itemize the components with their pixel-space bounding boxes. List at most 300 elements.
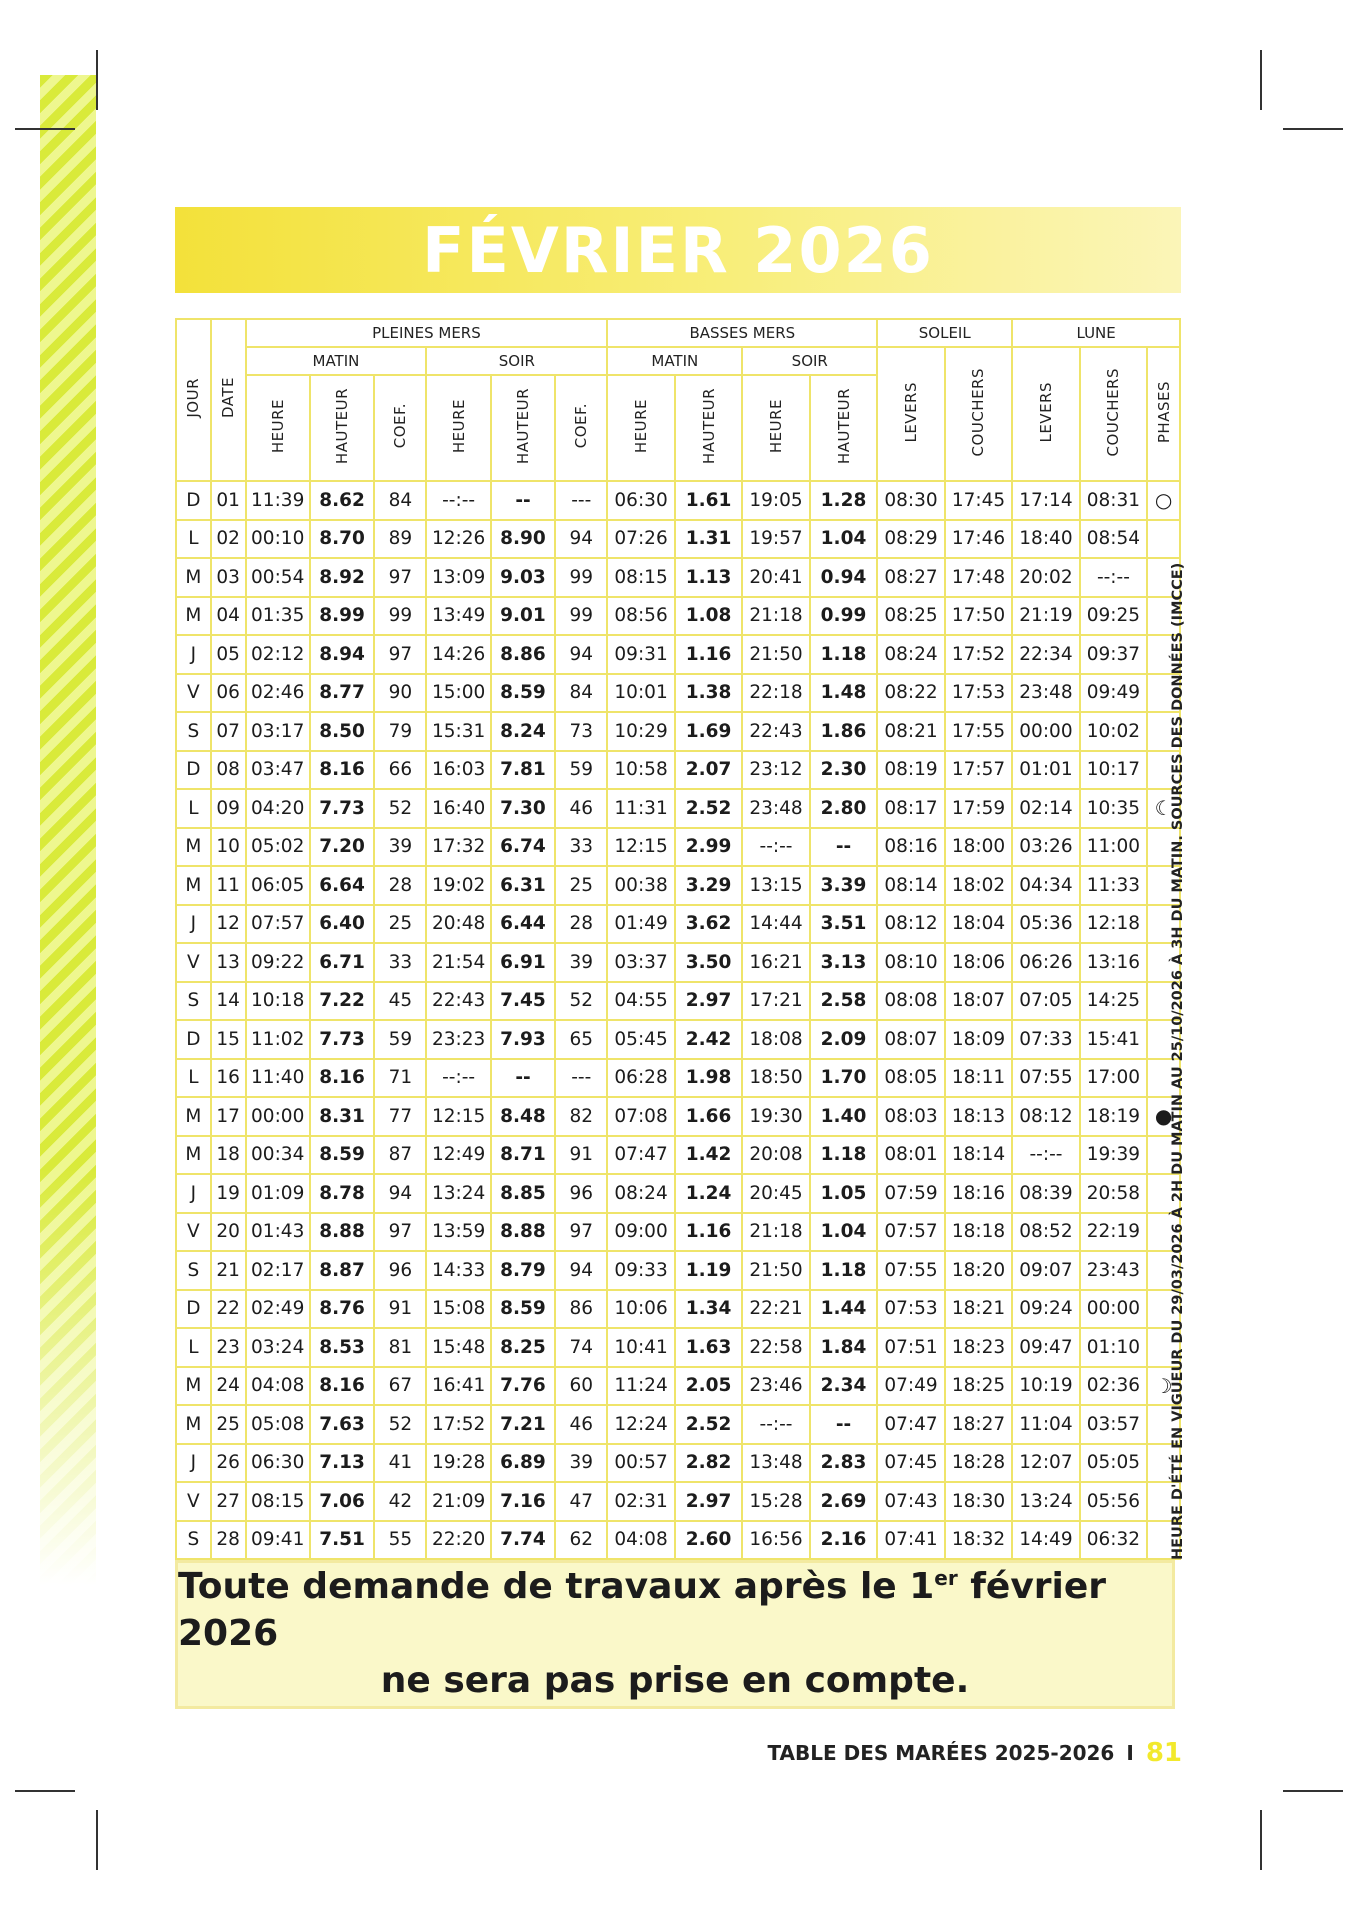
cell-jour: L [176, 520, 211, 559]
cell-soleil-couchers: 18:13 [945, 1097, 1012, 1136]
cell-pm-matin-coef: 33 [374, 943, 426, 982]
cell-pm-soir-coef: 47 [555, 1482, 607, 1521]
cell-bm-matin-heure: 11:24 [607, 1367, 674, 1406]
crop-mark [96, 50, 98, 110]
cell-lune-couchers: 00:00 [1080, 1290, 1147, 1329]
crop-mark [96, 1810, 98, 1870]
cell-soleil-couchers: 18:25 [945, 1367, 1012, 1406]
cell-date: 11 [211, 866, 246, 905]
table-row [176, 481, 1180, 520]
cell-jour: S [176, 982, 211, 1021]
cell-lune-levers: 14:49 [1012, 1521, 1079, 1560]
cell-soleil-levers: 07:57 [877, 1213, 944, 1252]
cell-pm-matin-heure: 04:08 [246, 1367, 310, 1406]
cell-jour: D [176, 751, 211, 790]
col-header-coef: COEF. [374, 375, 426, 481]
cell-soleil-levers: 07:49 [877, 1367, 944, 1406]
cell-pm-matin-hauteur: 7.63 [310, 1405, 374, 1444]
cell-lune-levers: 06:26 [1012, 943, 1079, 982]
cell-pm-soir-coef: 46 [555, 789, 607, 828]
cell-soleil-levers: 07:45 [877, 1444, 944, 1483]
cell-pm-matin-coef: 42 [374, 1482, 426, 1521]
col-header-soleil-couchers: COUCHERS [945, 347, 1012, 481]
cell-soleil-levers: 08:29 [877, 520, 944, 559]
table-row [176, 635, 1180, 674]
cell-soleil-levers: 08:08 [877, 982, 944, 1021]
cell-pm-soir-coef: 91 [555, 1136, 607, 1175]
cell-soleil-couchers: 18:00 [945, 828, 1012, 867]
cell-bm-matin-hauteur: 1.19 [675, 1251, 742, 1290]
cell-bm-matin-heure: 03:37 [607, 943, 674, 982]
cell-pm-matin-coef: 25 [374, 905, 426, 944]
cell-bm-soir-heure: 16:56 [742, 1521, 809, 1560]
cell-phase: ☾ [1147, 789, 1180, 828]
cell-pm-soir-hauteur: 8.48 [491, 1097, 555, 1136]
col-header-coef: COEF. [555, 375, 607, 481]
cell-lune-levers: 04:34 [1012, 866, 1079, 905]
cell-bm-soir-hauteur: 2.58 [810, 982, 878, 1021]
cell-soleil-levers: 08:12 [877, 905, 944, 944]
cell-pm-matin-hauteur: 7.06 [310, 1482, 374, 1521]
cell-pm-matin-coef: 91 [374, 1290, 426, 1329]
cell-soleil-couchers: 17:53 [945, 674, 1012, 713]
cell-soleil-couchers: 17:50 [945, 597, 1012, 636]
cell-pm-matin-hauteur: 8.16 [310, 751, 374, 790]
cell-bm-soir-hauteur: 2.16 [810, 1521, 878, 1560]
tide-table [175, 318, 1181, 1560]
cell-lune-levers: 07:05 [1012, 982, 1079, 1021]
cell-pm-soir-coef: 94 [555, 1251, 607, 1290]
cell-soleil-couchers: 17:59 [945, 789, 1012, 828]
cell-pm-soir-heure: 19:28 [426, 1444, 490, 1483]
cell-bm-soir-hauteur: 3.51 [810, 905, 878, 944]
cell-date: 23 [211, 1328, 246, 1367]
cell-soleil-levers: 08:01 [877, 1136, 944, 1175]
cell-pm-matin-hauteur: 8.70 [310, 520, 374, 559]
cell-pm-soir-hauteur: 7.16 [491, 1482, 555, 1521]
cell-pm-soir-heure: 13:09 [426, 558, 490, 597]
cell-pm-matin-hauteur: 8.16 [310, 1367, 374, 1406]
cell-pm-soir-heure: 14:33 [426, 1251, 490, 1290]
cell-bm-soir-hauteur: 2.30 [810, 751, 878, 790]
cell-lune-couchers: 13:16 [1080, 943, 1147, 982]
cell-lune-levers: 09:07 [1012, 1251, 1079, 1290]
cell-lune-couchers: 10:35 [1080, 789, 1147, 828]
cell-lune-levers: 09:47 [1012, 1328, 1079, 1367]
cell-pm-matin-heure: 00:00 [246, 1097, 310, 1136]
cell-lune-couchers: 08:31 [1080, 481, 1147, 520]
cell-pm-soir-hauteur: 7.93 [491, 1020, 555, 1059]
cell-date: 02 [211, 520, 246, 559]
cell-pm-soir-hauteur: 8.79 [491, 1251, 555, 1290]
cell-pm-matin-hauteur: 8.87 [310, 1251, 374, 1290]
cell-bm-matin-hauteur: 1.34 [675, 1290, 742, 1329]
cell-date: 04 [211, 597, 246, 636]
cell-soleil-couchers: 18:06 [945, 943, 1012, 982]
cell-pm-soir-hauteur: 7.81 [491, 751, 555, 790]
cell-bm-matin-hauteur: 3.50 [675, 943, 742, 982]
cell-pm-soir-coef: 60 [555, 1367, 607, 1406]
cell-jour: J [176, 635, 211, 674]
cell-pm-soir-heure: 17:52 [426, 1405, 490, 1444]
cell-pm-soir-coef: --- [555, 481, 607, 520]
cell-pm-matin-coef: 55 [374, 1521, 426, 1560]
cell-date: 12 [211, 905, 246, 944]
cell-lune-levers: 08:12 [1012, 1097, 1079, 1136]
cell-jour: V [176, 943, 211, 982]
cell-pm-matin-coef: 28 [374, 866, 426, 905]
footer-separator: I [1126, 1741, 1134, 1765]
group-header-basses-mers: BASSES MERS [607, 319, 877, 347]
cell-pm-soir-heure: 12:15 [426, 1097, 490, 1136]
cell-pm-soir-hauteur: 8.59 [491, 674, 555, 713]
cell-bm-matin-hauteur: 2.52 [675, 1405, 742, 1444]
cell-pm-matin-hauteur: 8.59 [310, 1136, 374, 1175]
cell-jour: L [176, 1328, 211, 1367]
col-header-hauteur: HAUTEUR [491, 375, 555, 481]
cell-bm-matin-heure: 08:24 [607, 1174, 674, 1213]
cell-pm-soir-hauteur: 8.85 [491, 1174, 555, 1213]
cell-soleil-couchers: 18:14 [945, 1136, 1012, 1175]
cell-pm-matin-coef: 90 [374, 674, 426, 713]
table-row [176, 1367, 1180, 1406]
cell-bm-matin-heure: 10:06 [607, 1290, 674, 1329]
cell-bm-matin-hauteur: 1.24 [675, 1174, 742, 1213]
cell-lune-levers: 05:36 [1012, 905, 1079, 944]
cell-bm-soir-heure: 19:30 [742, 1097, 809, 1136]
cell-pm-matin-heure: 04:20 [246, 789, 310, 828]
cell-bm-matin-hauteur: 3.62 [675, 905, 742, 944]
cell-pm-soir-heure: 23:23 [426, 1020, 490, 1059]
col-header-lune-levers: LEVERS [1012, 347, 1079, 481]
cell-date: 21 [211, 1251, 246, 1290]
cell-pm-soir-heure: 21:54 [426, 943, 490, 982]
cell-lune-levers: 08:52 [1012, 1213, 1079, 1252]
cell-bm-soir-heure: 23:48 [742, 789, 809, 828]
cell-pm-matin-heure: 09:22 [246, 943, 310, 982]
cell-soleil-couchers: 18:09 [945, 1020, 1012, 1059]
tide-table-body [176, 481, 1180, 1559]
cell-pm-soir-hauteur: -- [491, 481, 555, 520]
cell-pm-matin-coef: 81 [374, 1328, 426, 1367]
cell-pm-soir-coef: 99 [555, 558, 607, 597]
cell-bm-matin-heure: 02:31 [607, 1482, 674, 1521]
cell-pm-matin-coef: 79 [374, 712, 426, 751]
cell-date: 17 [211, 1097, 246, 1136]
cell-date: 18 [211, 1136, 246, 1175]
cell-bm-soir-hauteur: 1.44 [810, 1290, 878, 1329]
cell-pm-matin-coef: 41 [374, 1444, 426, 1483]
cell-soleil-couchers: 18:30 [945, 1482, 1012, 1521]
cell-soleil-couchers: 17:55 [945, 712, 1012, 751]
cell-pm-matin-coef: 71 [374, 1059, 426, 1098]
cell-pm-matin-hauteur: 8.94 [310, 635, 374, 674]
cell-bm-matin-heure: 07:26 [607, 520, 674, 559]
cell-jour: M [176, 597, 211, 636]
cell-pm-soir-heure: 15:48 [426, 1328, 490, 1367]
cell-pm-matin-heure: 11:39 [246, 481, 310, 520]
cell-pm-matin-hauteur: 8.50 [310, 712, 374, 751]
cell-soleil-couchers: 18:02 [945, 866, 1012, 905]
cell-date: 07 [211, 712, 246, 751]
cell-bm-soir-hauteur: 1.86 [810, 712, 878, 751]
cell-pm-soir-hauteur: 9.03 [491, 558, 555, 597]
cell-lune-levers: 07:33 [1012, 1020, 1079, 1059]
cell-soleil-levers: 08:27 [877, 558, 944, 597]
table-row [176, 1136, 1180, 1175]
cell-lune-levers: 09:24 [1012, 1290, 1079, 1329]
cell-pm-matin-heure: 11:40 [246, 1059, 310, 1098]
cell-bm-matin-hauteur: 1.38 [675, 674, 742, 713]
cell-pm-matin-hauteur: 7.73 [310, 789, 374, 828]
cell-lune-couchers: 09:25 [1080, 597, 1147, 636]
cell-jour: M [176, 828, 211, 867]
page-title: FÉVRIER 2026 [422, 213, 934, 287]
cell-jour: D [176, 1290, 211, 1329]
cell-bm-soir-hauteur: 2.83 [810, 1444, 878, 1483]
cell-bm-soir-hauteur: 1.18 [810, 1136, 878, 1175]
cell-pm-matin-hauteur: 8.31 [310, 1097, 374, 1136]
table-row [176, 1521, 1180, 1560]
cell-soleil-couchers: 17:48 [945, 558, 1012, 597]
cell-soleil-couchers: 18:04 [945, 905, 1012, 944]
table-row [176, 1213, 1180, 1252]
cell-pm-soir-hauteur: 8.59 [491, 1290, 555, 1329]
daylight-saving-note: HEURE D'ÉTÉ EN VIGUEUR DU 29/03/2026 À 2H DU MATIN AU 25/10/2026 À 3H DU MATIN. SOURCES DES DONNÉES (IMCCE) [1170, 562, 1186, 1560]
cell-pm-matin-heure: 06:30 [246, 1444, 310, 1483]
cell-pm-soir-coef: 46 [555, 1405, 607, 1444]
cell-jour: M [176, 1367, 211, 1406]
crop-mark [15, 1790, 75, 1792]
cell-pm-matin-coef: 99 [374, 597, 426, 636]
cell-pm-matin-heure: 00:34 [246, 1136, 310, 1175]
cell-pm-matin-coef: 39 [374, 828, 426, 867]
cell-pm-matin-heure: 05:02 [246, 828, 310, 867]
cell-pm-soir-coef: 33 [555, 828, 607, 867]
cell-bm-matin-heure: 07:47 [607, 1136, 674, 1175]
cell-phase [1147, 520, 1180, 559]
cell-pm-soir-coef: 25 [555, 866, 607, 905]
cell-pm-soir-heure: 22:20 [426, 1521, 490, 1560]
cell-date: 28 [211, 1521, 246, 1560]
cell-soleil-couchers: 18:21 [945, 1290, 1012, 1329]
table-row [176, 674, 1180, 713]
crop-mark [1283, 1790, 1343, 1792]
notice-line-1: Toute demande de travaux après le 1er février 2026 [178, 1566, 1107, 1655]
group-header-soleil: SOLEIL [877, 319, 1012, 347]
cell-pm-soir-heure: 16:40 [426, 789, 490, 828]
cell-jour: J [176, 1444, 211, 1483]
cell-pm-soir-hauteur: 6.74 [491, 828, 555, 867]
cell-pm-matin-heure: 03:24 [246, 1328, 310, 1367]
cell-bm-soir-heure: 18:08 [742, 1020, 809, 1059]
cell-pm-soir-coef: 39 [555, 943, 607, 982]
table-row [176, 1290, 1180, 1329]
cell-pm-matin-coef: 89 [374, 520, 426, 559]
cell-bm-matin-hauteur: 1.98 [675, 1059, 742, 1098]
cell-phase: ● [1147, 1097, 1180, 1136]
cell-pm-soir-hauteur: 7.21 [491, 1405, 555, 1444]
cell-bm-matin-hauteur: 1.63 [675, 1328, 742, 1367]
cell-pm-matin-coef: 87 [374, 1136, 426, 1175]
footer [700, 1735, 1182, 1771]
cell-date: 24 [211, 1367, 246, 1406]
cell-lune-couchers: 06:32 [1080, 1521, 1147, 1560]
cell-bm-matin-hauteur: 1.69 [675, 712, 742, 751]
cell-bm-matin-heure: 12:15 [607, 828, 674, 867]
cell-bm-matin-hauteur: 3.29 [675, 866, 742, 905]
cell-pm-matin-hauteur: 6.71 [310, 943, 374, 982]
cell-pm-soir-hauteur: 8.25 [491, 1328, 555, 1367]
cell-bm-soir-hauteur: 1.28 [810, 481, 878, 520]
cell-bm-soir-hauteur: 2.80 [810, 789, 878, 828]
cell-pm-matin-hauteur: 8.99 [310, 597, 374, 636]
cell-soleil-levers: 07:43 [877, 1482, 944, 1521]
cell-bm-matin-hauteur: 2.82 [675, 1444, 742, 1483]
cell-bm-matin-heure: 05:45 [607, 1020, 674, 1059]
cell-pm-soir-coef: --- [555, 1059, 607, 1098]
cell-lune-levers: 11:04 [1012, 1405, 1079, 1444]
cell-bm-matin-heure: 04:08 [607, 1521, 674, 1560]
cell-pm-matin-hauteur: 8.76 [310, 1290, 374, 1329]
cell-date: 26 [211, 1444, 246, 1483]
cell-pm-matin-heure: 00:54 [246, 558, 310, 597]
cell-soleil-couchers: 17:57 [945, 751, 1012, 790]
cell-bm-soir-hauteur: 3.39 [810, 866, 878, 905]
cell-lune-couchers: 23:43 [1080, 1251, 1147, 1290]
table-row [176, 905, 1180, 944]
cell-pm-soir-heure: 15:08 [426, 1290, 490, 1329]
cell-lune-levers: 00:00 [1012, 712, 1079, 751]
cell-jour: M [176, 1405, 211, 1444]
cell-bm-soir-heure: 19:05 [742, 481, 809, 520]
cell-soleil-levers: 07:55 [877, 1251, 944, 1290]
cell-pm-matin-coef: 66 [374, 751, 426, 790]
cell-bm-matin-heure: 08:56 [607, 597, 674, 636]
cell-lune-couchers: 08:54 [1080, 520, 1147, 559]
cell-pm-soir-heure: 13:24 [426, 1174, 490, 1213]
subgroup-header-bm-matin: MATIN [607, 347, 742, 375]
cell-bm-matin-hauteur: 1.08 [675, 597, 742, 636]
group-header-pleines-mers: PLEINES MERS [246, 319, 608, 347]
subgroup-header-pm-soir: SOIR [426, 347, 607, 375]
cell-pm-matin-hauteur: 7.73 [310, 1020, 374, 1059]
cell-lune-levers: 03:26 [1012, 828, 1079, 867]
cell-bm-soir-heure: --:-- [742, 828, 809, 867]
cell-lune-couchers: 11:33 [1080, 866, 1147, 905]
cell-date: 06 [211, 674, 246, 713]
cell-lune-levers: 23:48 [1012, 674, 1079, 713]
cell-soleil-levers: 08:14 [877, 866, 944, 905]
cell-lune-couchers: 11:00 [1080, 828, 1147, 867]
cell-jour: S [176, 712, 211, 751]
cell-bm-matin-heure: 08:15 [607, 558, 674, 597]
cell-date: 10 [211, 828, 246, 867]
cell-bm-soir-hauteur: 1.84 [810, 1328, 878, 1367]
cell-lune-levers: 20:02 [1012, 558, 1079, 597]
cell-pm-soir-heure: --:-- [426, 481, 490, 520]
cell-soleil-levers: 08:07 [877, 1020, 944, 1059]
table-row [176, 520, 1180, 559]
table-row [176, 597, 1180, 636]
table-row [176, 982, 1180, 1021]
cell-bm-matin-heure: 11:31 [607, 789, 674, 828]
cell-bm-soir-hauteur: 1.04 [810, 1213, 878, 1252]
cell-date: 03 [211, 558, 246, 597]
table-row [176, 1059, 1180, 1098]
notice-box [175, 1560, 1175, 1709]
cell-pm-matin-coef: 96 [374, 1251, 426, 1290]
table-row [176, 1444, 1180, 1483]
cell-soleil-couchers: 17:52 [945, 635, 1012, 674]
cell-date: 16 [211, 1059, 246, 1098]
cell-lune-levers: 22:34 [1012, 635, 1079, 674]
cell-pm-matin-hauteur: 8.78 [310, 1174, 374, 1213]
cell-jour: M [176, 558, 211, 597]
cell-bm-soir-hauteur: 1.48 [810, 674, 878, 713]
cell-lune-couchers: 02:36 [1080, 1367, 1147, 1406]
cell-soleil-levers: 08:10 [877, 943, 944, 982]
cell-bm-matin-hauteur: 2.99 [675, 828, 742, 867]
cell-soleil-levers: 07:47 [877, 1405, 944, 1444]
cell-jour: J [176, 1174, 211, 1213]
cell-bm-soir-hauteur: 3.13 [810, 943, 878, 982]
table-row [176, 1405, 1180, 1444]
cell-pm-soir-coef: 86 [555, 1290, 607, 1329]
footer-label: TABLE DES MARÉES 2025-2026 [767, 1741, 1115, 1765]
table-row [176, 1097, 1180, 1136]
cell-pm-matin-heure: 10:18 [246, 982, 310, 1021]
cell-pm-matin-coef: 52 [374, 789, 426, 828]
cell-soleil-levers: 08:25 [877, 597, 944, 636]
cell-bm-soir-heure: --:-- [742, 1405, 809, 1444]
cell-pm-matin-heure: 07:57 [246, 905, 310, 944]
cell-jour: D [176, 1020, 211, 1059]
cell-jour: M [176, 1097, 211, 1136]
notice-line-2: ne sera pas prise en compte. [380, 1659, 970, 1701]
cell-date: 01 [211, 481, 246, 520]
subgroup-header-bm-soir: SOIR [742, 347, 877, 375]
cell-bm-matin-hauteur: 1.61 [675, 481, 742, 520]
cell-pm-soir-coef: 94 [555, 520, 607, 559]
cell-pm-matin-coef: 97 [374, 635, 426, 674]
cell-pm-soir-hauteur: 8.86 [491, 635, 555, 674]
cell-pm-soir-coef: 99 [555, 597, 607, 636]
cell-pm-matin-heure: 01:43 [246, 1213, 310, 1252]
cell-pm-soir-coef: 84 [555, 674, 607, 713]
cell-lune-couchers: --:-- [1080, 558, 1147, 597]
cell-date: 15 [211, 1020, 246, 1059]
col-header-jour: JOUR [176, 319, 211, 481]
cell-bm-matin-heure: 10:01 [607, 674, 674, 713]
cell-bm-matin-heure: 10:41 [607, 1328, 674, 1367]
cell-soleil-levers: 08:03 [877, 1097, 944, 1136]
cell-pm-soir-heure: 12:49 [426, 1136, 490, 1175]
col-header-heure: HEURE [246, 375, 310, 481]
cell-jour: J [176, 905, 211, 944]
cell-pm-soir-coef: 74 [555, 1328, 607, 1367]
cell-jour: L [176, 1059, 211, 1098]
cell-bm-matin-hauteur: 1.16 [675, 1213, 742, 1252]
table-row [176, 943, 1180, 982]
cell-pm-soir-coef: 62 [555, 1521, 607, 1560]
cell-pm-soir-hauteur: 7.76 [491, 1367, 555, 1406]
cell-soleil-levers: 07:59 [877, 1174, 944, 1213]
cell-pm-soir-coef: 65 [555, 1020, 607, 1059]
cell-lune-couchers: 10:17 [1080, 751, 1147, 790]
cell-bm-soir-heure: 21:18 [742, 1213, 809, 1252]
cell-lune-levers: 10:19 [1012, 1367, 1079, 1406]
